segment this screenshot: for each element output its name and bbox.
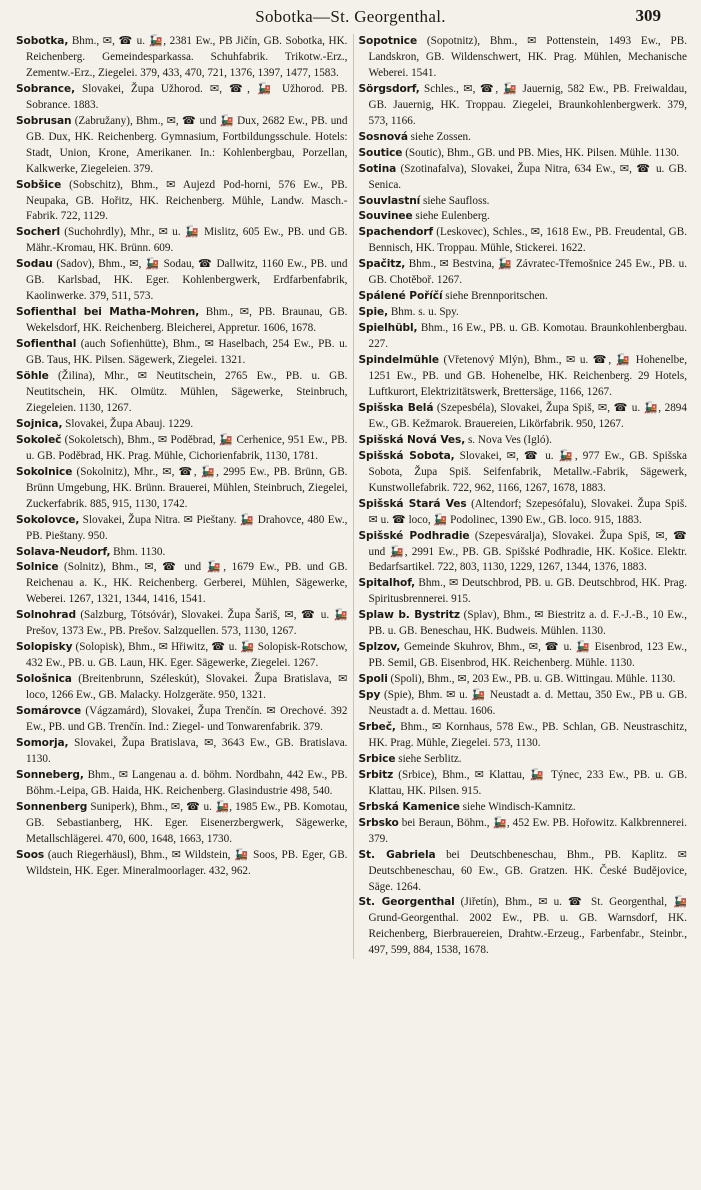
entry-details: (Vřetenový Mlýn), Bhm., ✉ u. ☎, 🚂 Hohenelbe, 1251 Ew., PB. und GB. Hohenelbe, HK. Reichenberg. 29 Hotels, Luftkurort, Elektrizitätswerk, Brettersäge, 1166, 1267.	[368, 354, 687, 398]
entry-place-name: Somorja,	[16, 736, 69, 749]
directory-entry	[358, 130, 687, 146]
directory-entry	[358, 529, 687, 577]
entry-place-name: Solnice	[16, 561, 59, 574]
entry-place-name: Spoli	[358, 673, 388, 686]
directory-entry	[358, 800, 687, 816]
entry-details: (Sopotnitz), Bhm., ✉ Pottenstein, 1493 Ew., PB. Landskron, GB. Wildenschwert, HK. Prag. Mühlen, Mechanische Weberei. 1541.	[368, 35, 687, 79]
directory-entry	[16, 800, 347, 848]
directory-entry	[358, 321, 687, 353]
entry-place-name: Srbsko	[358, 816, 399, 829]
entry-place-name: Srbice	[358, 752, 396, 765]
directory-entry	[358, 433, 687, 449]
directory-entry	[358, 353, 687, 401]
entry-place-name: Sobrusan	[16, 114, 72, 127]
entry-details: (Sobschitz), Bhm., ✉ Aujezd Pod-horni, 576 Ew., PB. Neupaka, GB. Hořitz, HK. Reichenberg. Mühle, Landw. Masch.-Fabrik. 722, 1129.	[26, 178, 348, 223]
directory-entry	[16, 640, 347, 672]
directory-entry	[16, 305, 347, 337]
entry-details: (Sokoletsch), Bhm., ✉ Poděbrad, 🚂 Cerhenice, 951 Ew., PB. u. GB. Poděbrad, HK. Prag. Mühle, Cichorienfabrik, 1130, 1781.	[26, 433, 348, 462]
entry-place-name: Spišské Podhradie	[358, 529, 470, 542]
directory-entry	[358, 401, 687, 433]
entry-place-name: Solnohrad	[16, 609, 76, 622]
entry-details: s. Nova Ves (Igló).	[465, 433, 552, 446]
directory-entry	[16, 337, 347, 369]
directory-entry	[358, 257, 687, 289]
entry-details: siehe Zossen.	[407, 130, 471, 143]
entry-place-name: Sobotka,	[16, 35, 69, 47]
directory-entry	[16, 560, 347, 608]
directory-entry	[16, 608, 347, 640]
entry-place-name: Souvinee	[358, 210, 413, 223]
entry-place-name: Spitalhof,	[358, 577, 416, 590]
entry-place-name: Sojnica,	[16, 417, 63, 430]
entry-details: Bhm., 16 Ew., PB. u. GB. Komotau. Braunkohlenbergbau. 227.	[368, 322, 687, 351]
entry-place-name: Sofienthal bei Matha-Mohren,	[16, 306, 200, 319]
entry-details: bei Beraun, Böhm., 🚂, 452 Ew. PB. Hořowitz. Kalkbrennerei. 379.	[368, 816, 687, 845]
entry-place-name: Spachendorf	[358, 226, 433, 239]
directory-entry	[16, 768, 347, 800]
entry-place-name: Sokoleč	[16, 433, 62, 446]
entry-place-name: Sopotnice	[358, 35, 418, 47]
directory-entry	[16, 257, 347, 305]
directory-entry	[358, 225, 687, 257]
entry-details: (auch Sofienhütte), Bhm., ✉ Haselbach, 254 Ew., PB. u. GB. Taus, HK. Pilsen. Sägewerk, Ziegelei. 1321.	[26, 338, 348, 367]
entry-place-name: Srbeč,	[358, 720, 396, 733]
entry-place-name: Soutice	[358, 146, 403, 159]
entry-details: Bhm. s. u. Spy.	[388, 306, 459, 319]
entry-details: siehe Eulenberg.	[412, 210, 490, 223]
entry-details: Slovakei, Župa Nitra. ✉ Pieštany. 🚂 Drahovce, 480 Ew., PB. Pieštany. 950.	[26, 513, 348, 542]
entry-details: Bhm., ✉ Langenau a. d. böhm. Nordbahn, 442 Ew., PB. Böhm.-Leipa, GB. Haida, HK. Reichenberg. Glasindustrie 498, 540.	[26, 768, 348, 797]
entry-place-name: Sodau	[16, 258, 53, 271]
directory-entry	[358, 848, 687, 896]
entry-place-name: Spielhübl,	[358, 322, 418, 335]
entry-details: (Altendorf; Szepesófalu), Slovakei. Župa Spiš. ✉ u. ☎ loco, 🚂 Podolinec, 1390 Ew., GB. loco. 915, 1883.	[368, 497, 687, 526]
running-title: Sobotka—St. Georgenthal.	[255, 7, 446, 26]
directory-entry	[16, 82, 347, 114]
directory-entry	[358, 289, 687, 305]
entry-details: (Soutic), Bhm., GB. und PB. Mies, HK. Pilsen. Mühle. 1130.	[402, 146, 680, 159]
entry-place-name: Sološnica	[16, 673, 72, 686]
entry-place-name: Spišska Belá	[358, 401, 434, 414]
directory-entry	[16, 848, 347, 880]
entry-details: (Szepesbéla), Slovakei, Župa Spiš, ✉, ☎ u. 🚂, 2894 Ew., GB. Kežmarok. Brauereien, Likörfabrik. 950, 1267.	[368, 401, 687, 430]
entry-details: (Žilina), Mhr., ✉ Neutitschein, 2765 Ew., PB. u. GB. Neutitschein, HK. Olmütz. Mühlen, Sägewerke, Steinbruch, Ziegeleien. 1130, 1267.	[26, 370, 348, 414]
directory-entry	[358, 82, 687, 130]
directory-entry	[16, 178, 347, 226]
right-column	[353, 34, 687, 959]
entry-place-name: Sörgsdorf,	[358, 82, 420, 95]
directory-entry	[16, 704, 347, 736]
entry-details: Bhm. 1130.	[110, 545, 166, 558]
entry-place-name: Srbitz	[358, 768, 394, 781]
entry-details: siehe Brennporitschen.	[442, 290, 548, 303]
directory-entry	[358, 497, 687, 529]
directory-entry	[358, 895, 687, 959]
directory-entry	[358, 576, 687, 608]
entry-details: Schles., ✉, ☎, 🚂 Jauernig, 582 Ew., PB. Freiwaldau, GB. Jauernig, HK. Troppau. Ziegelei, Braunkohlenbergwerk. 379, 573, 1166.	[368, 82, 687, 127]
directory-entry	[16, 417, 347, 433]
entry-details: siehe Saufloss.	[420, 194, 490, 207]
entry-details: Bhm., ✉, ☎ u. 🚂, 2381 Ew., PB Jičín, GB. Sobotka, HK. Reichenberg. Gemeindesparkassa. Schuhfabrik. Trikotw.-Erz., Zementw.-Erz., Ziegelei. 379, 433, 470, 721, 1376, 1397, 1477, 1583.	[26, 35, 348, 79]
entry-place-name: Somárovce	[16, 705, 82, 718]
directory-entry	[16, 465, 347, 513]
entry-place-name: Solopisky	[16, 641, 73, 654]
directory-entry	[358, 640, 687, 672]
entry-details: bei Deutschbeneschau, Bhm., PB. Kaplitz. ✉ Deutschbeneschau, 60 Ew., GB. Gratzen. HK. České Budějovice, Säge. 1264.	[368, 848, 687, 893]
columns	[14, 34, 687, 959]
entry-place-name: Sonnenberg	[16, 800, 88, 813]
entry-place-name: Sonneberg,	[16, 768, 84, 781]
entry-details: (Salzburg, Tótsóvár), Slovakei. Župa Šariš, ✉, ☎ u. 🚂 Prešov, 1373 Ew., PB. Prešov. Salzquellen. 573, 1130, 1267.	[26, 609, 348, 638]
page-header	[14, 0, 687, 34]
entry-details: (auch Riegerhäusl), Bhm., ✉ Wildstein, 🚂 Soos, PB. Eger, GB. Wildstein, HK. Eger. Mineralmoorlager. 432, 962.	[26, 848, 348, 877]
entry-details: (Spie), Bhm. ✉ u. 🚂 Neustadt a. d. Mettau, 350 Ew., PB u. GB. Neustadt a. d. Mettau. 1606.	[368, 689, 687, 718]
entry-details: (Srbice), Bhm., ✉ Klattau, 🚂 Týnec, 233 Ew., PB. u. GB. Klattau, HK. Pilsen. 915.	[368, 768, 687, 797]
entry-place-name: Spačitz,	[358, 258, 406, 271]
entry-details: (Leskovec), Schles., ✉, 1618 Ew., PB. Freudental, GB. Bennisch, HK. Troppau. Mühle, Stickerei. 1622.	[368, 226, 687, 255]
directory-entry	[358, 146, 687, 162]
entry-place-name: Söhle	[16, 370, 49, 383]
entry-details: siehe Windisch-Kamnitz.	[459, 800, 576, 813]
directory-entry	[16, 736, 347, 768]
directory-entry	[358, 449, 687, 497]
entry-details: Slovakei, ✉, ☎ u. 🚂, 977 Ew., GB. Spišska Sobota, Župa Spiš. Seifenfabrik, Metallw.-Fabrik, Sägewerk, Kunstwollefabrik. 722, 962, 1166, 1267, 1678, 1883.	[368, 449, 687, 494]
entry-place-name: Sokolovce,	[16, 513, 80, 526]
entry-place-name: Sotina	[358, 162, 397, 175]
entry-details: (Solopisk), Bhm., ✉ Hřiwitz, ☎ u. 🚂 Solopisk-Rotschow, 432 Ew., PB. u. GB. Laun, HK. Eger. Sägewerke, Ziegelei. 1267.	[26, 641, 348, 670]
entry-place-name: Spindelmühle	[358, 354, 440, 367]
entry-details: Bhm., ✉ Deutschbrod, PB. u. GB. Deutschbrod, HK. Prag. Spiritusbrennerei. 915.	[368, 577, 687, 606]
directory-entry	[16, 545, 347, 561]
entry-place-name: Souvlastní	[358, 194, 421, 207]
entry-place-name: St. Gabriela	[358, 848, 436, 861]
directory-entry	[16, 225, 347, 257]
entry-details: (Splav), Bhm., ✉ Biestritz a. d. F.-J.-B., 10 Ew., PB. u. GB. Beneschau, HK. Budweis. Mühlen. 1130.	[368, 609, 688, 638]
directory-entry	[358, 752, 687, 768]
directory-entry	[358, 816, 687, 848]
entry-place-name: Soos	[16, 848, 45, 861]
directory-entry	[358, 720, 687, 752]
directory-entry	[358, 209, 687, 225]
entry-place-name: Sobrance,	[16, 82, 75, 95]
entry-details: (Jiřetín), Bhm., ✉ u. ☎ St. Georgenthal, 🚂 Grund-Georgenthal. 2002 Ew., PB. u. GB. Warnsdorf, HK. Reichenberg, Bierbrauereien, Drahtw.-Erzeug., Farbenfabr., Steinbr., 497, 599, 884, 1538, 1678.	[368, 896, 687, 957]
entry-place-name: Sofienthal	[16, 338, 77, 351]
entry-place-name: Solava-Neudorf,	[16, 545, 111, 558]
directory-entry	[358, 305, 687, 321]
entry-details: (Solnitz), Bhm., ✉, ☎ und 🚂, 1679 Ew., PB. und GB. Reichenau a. K., HK. Reichenberg. Gerberei, Mühlen, Sägewerke, Weberei. 1267, 1321, 1344, 1416, 1541.	[26, 561, 348, 606]
directory-entry	[358, 688, 687, 720]
entry-details: Bhm., ✉ Bestvina, 🚂 Závratec-Třemošnice 245 Ew., PB. u. GB. Chotěboř. 1267.	[368, 258, 687, 287]
entry-details: (Sokolnitz), Mhr., ✉, ☎, 🚂, 2995 Ew., PB. Brünn, GB. Brünn Umgebung, HK. Brünn. Brauerei, Mühlen, Steinbruch, Ziegelei, Zuckerfabrik. 885, 915, 1130, 1742.	[26, 465, 348, 510]
directory-entry	[358, 194, 687, 210]
entry-details: Suniperk), Bhm., ✉, ☎ u. 🚂, 1985 Ew., PB. Komotau, GB. Sebastianberg, HK. Eger. Eisenerzbergwerk, Sägewerke, Metallschlägerei. 470, 600, 1648, 1663, 1730.	[26, 800, 348, 845]
entry-place-name: Sobšice	[16, 178, 62, 191]
entry-details: Gemeinde Skuhrov, Bhm., ✉, ☎ u. 🚂 Eisenbrod, 123 Ew., PB. Semil, GB. Eisenbrod, HK. Reichenberg. Mühle. 1130.	[368, 641, 687, 670]
directory-entry	[16, 433, 347, 465]
entry-place-name: Splzov,	[358, 641, 401, 654]
entry-details: (Vágzamárd), Slovakei, Župa Trenčín. ✉ Orechové. 392 Ew., PB. und GB. Trenčín. Ind.: Ziegel- und Tonwarenfabrik. 379.	[26, 705, 348, 733]
entry-details: (Sadov), Bhm., ✉, 🚂 Sodau, ☎ Dallwitz, 1160 Ew., PB. und GB. Karlsbad, HK. Eger. Kohlenbergwerk, Erdfarbenfabrik, Kaolinwerke. 379, 511, 573.	[26, 258, 348, 303]
left-column	[14, 34, 347, 959]
entry-place-name: Spišská Stará Ves	[358, 497, 467, 510]
entry-details: siehe Serblitz.	[395, 752, 462, 765]
entry-details: (Szepesváralja), Slovakei. Župa Spiš, ✉, ☎ und 🚂, 2991 Ew., PB. GB. Spišské Podhradie, HK. Košice. Elektr. Bedarfsartikel. 722, 803, 1130, 1229, 1267, 1344, 1376, 1883.	[368, 529, 687, 574]
entry-place-name: Spálené Poříčí	[358, 290, 443, 303]
entry-details: Bhm., ✉, PB. Braunau, GB. Wekelsdorf, HK. Reichenberg. Bleicherei, Appretur. 1606, 1678.	[26, 306, 348, 335]
directory-entry	[358, 672, 687, 688]
entry-details: (Breitenbrunn, Széleskút), Slovakei. Župa Bratislava, ✉ loco, 1266 Ew., GB. Malacky. Holzgeräte. 950, 1321.	[26, 673, 348, 702]
entry-details: (Suchohrdly), Mhr., ✉ u. 🚂 Mislitz, 605 Ew., PB. und GB. Mähr.-Kromau, HK. Brünn. 609.	[26, 226, 348, 255]
entry-details: Slovakei, Župa Bratislava, ✉, 3643 Ew., GB. Bratislava. 1130.	[26, 736, 348, 765]
entry-place-name: Socherl	[16, 226, 61, 239]
directory-entry	[358, 608, 687, 640]
directory-entry	[16, 369, 347, 417]
entry-place-name: Spišská Nová Ves,	[358, 433, 466, 446]
directory-entry	[358, 162, 687, 194]
entry-place-name: Sosnová	[358, 130, 408, 143]
entry-details: (Zabružany), Bhm., ✉, ☎ und 🚂 Dux, 2682 Ew., PB. und GB. Dux, HK. Reichenberg. Gymnasium, Fortbildungsschule. Hotels: Stadt, Union, Krone, Amerikaner. In.: Kohlenbergbau, Porzellan, Kalkwerke, Ziegeleien. 379.	[26, 114, 348, 175]
entry-place-name: Spy	[358, 689, 381, 702]
directory-entry	[16, 34, 347, 82]
entry-place-name: Spie,	[358, 306, 389, 319]
entry-place-name: Spišská Sobota,	[358, 449, 455, 462]
entry-details: Slovakei, Župa Abauj. 1229.	[62, 417, 194, 430]
directory-entry	[358, 34, 687, 82]
directory-entry	[16, 513, 347, 545]
page-number: 309	[635, 6, 661, 25]
directory-entry	[16, 672, 347, 704]
entry-details: (Szotinafalva), Slovakei, Župa Nitra, 634 Ew., ✉, ☎ u. GB. Senica.	[368, 162, 687, 191]
entry-place-name: Sokolnice	[16, 465, 73, 478]
entry-details: Slovakei, Župa Užhorod. ✉, ☎, 🚂 Užhorod. PB. Sobrance. 1883.	[26, 82, 348, 111]
directory-entry	[16, 114, 347, 178]
entry-place-name: Srbská Kamenice	[358, 800, 460, 813]
entry-place-name: St. Georgenthal	[358, 896, 455, 909]
directory-entry	[358, 768, 687, 800]
entry-place-name: Splaw b. Bystritz	[358, 609, 460, 622]
entry-details: (Spoli), Bhm., ✉, 203 Ew., PB. u. GB. Wittingau. Mühle. 1130.	[387, 673, 676, 686]
entry-details: Bhm., ✉ Kornhaus, 578 Ew., PB. Schlan, GB. Neustraschitz, HK. Prag. Mühle, Ziegelei. 573, 1130.	[368, 720, 687, 749]
